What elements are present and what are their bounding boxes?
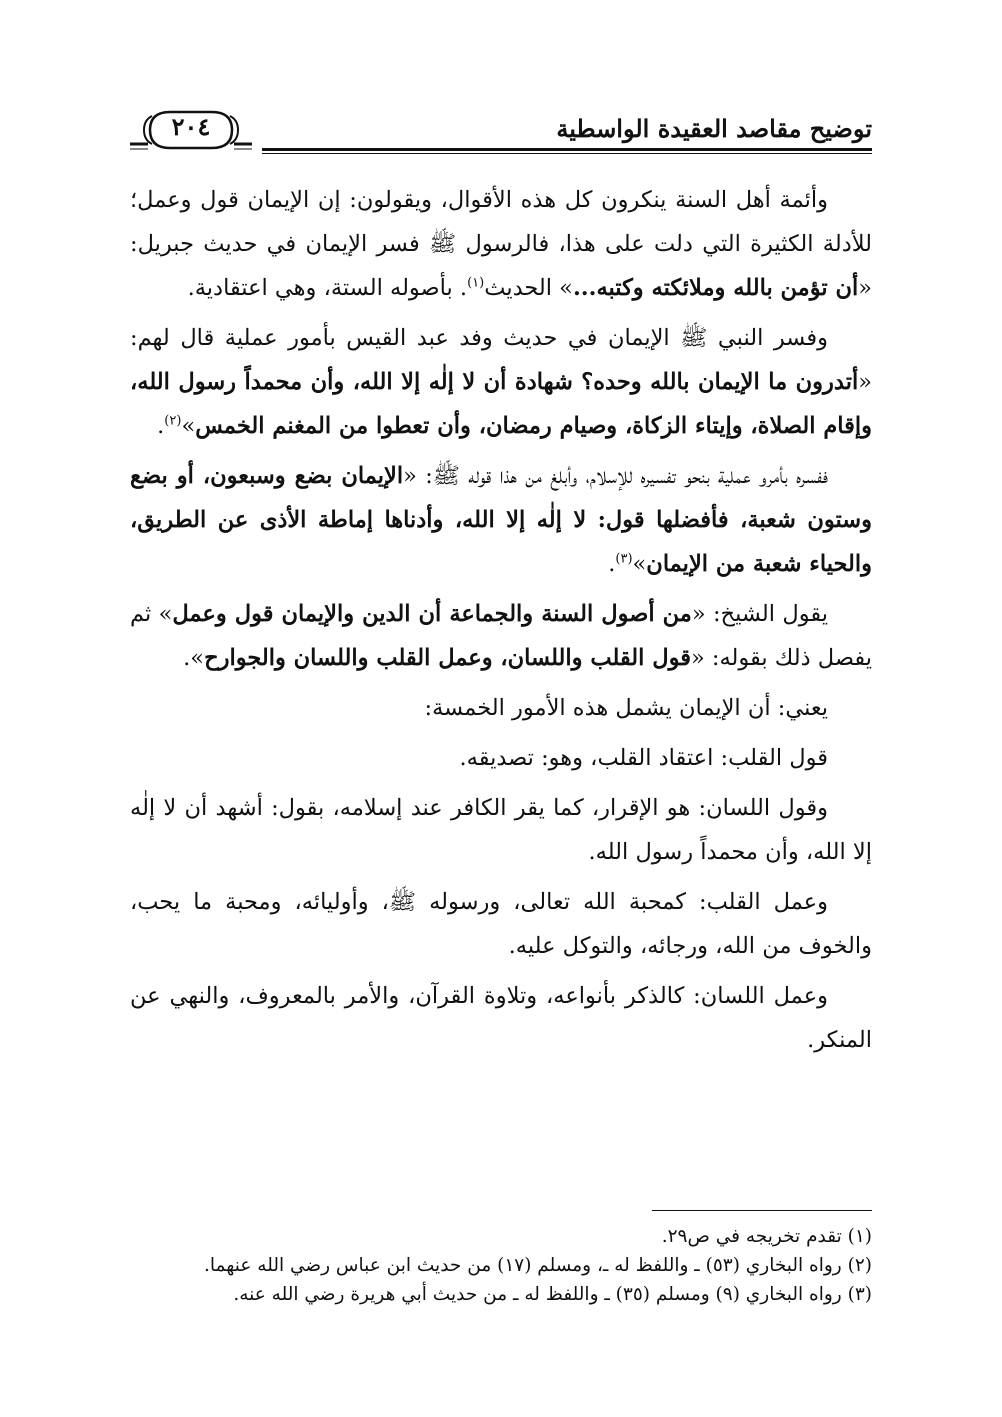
footnote-separator <box>652 1210 872 1211</box>
footnote-2: (٢) رواه البخاري (٥٣) ـ واللفظ له ـ، ومسلم (١٧) من حديث ابن عباس رضي الله عنهما. <box>204 1255 872 1276</box>
paragraph-9: وعمل اللسان: كالذكر بأنواعه، وتلاوة القرآن، والأمر بالمعروف، والنهي عن المنكر. <box>130 983 872 1053</box>
footnotes <box>130 1222 872 1309</box>
paragraph-4: يقول الشيخ: «من أصول السنة والجماعة أن الدين والإيمان قول وعمل» ثم يفصل ذلك بقوله: «قول القلب واللسان، وعمل القلب واللسان والجوارح». <box>130 601 872 671</box>
paragraph-5: يعني: أن الإيمان يشمل هذه الأمور الخمسة: <box>424 695 828 721</box>
footnote-3: (٣) رواه البخاري (٩) ومسلم (٣٥) ـ واللفظ له ـ من حديث أبي هريرة رضي الله عنه. <box>233 1284 872 1305</box>
running-title: توضيح مقاصد العقيدة الواسطية <box>556 114 872 143</box>
page-header <box>130 104 872 164</box>
paragraph-3: ففسره بأمرو عملية بنحو تفسيره للإسلام، وأبلغ من هذا قوله ﷺ: «الإيمان بضع وسبعون، أو بضع وستون شعبة، فأفضلها قول: لا إلٰه إلا الله، وأدناها إماطة الأذى عن الطريق، والحياء شعبة من الإيمان»$^{(٣)}$. <box>130 463 872 577</box>
page-number: ٢٠٤ <box>171 112 211 141</box>
header-rule-thick <box>262 148 872 151</box>
paragraph-8: وعمل القلب: كمحبة الله تعالى، ورسوله ﷺ، وأوليائه، ومحبة ما يحب، والخوف من الله، ورجائه، والتوكل عليه. <box>130 889 872 959</box>
header-rule-thin <box>262 153 872 154</box>
paragraph-1: وأئمة أهل السنة ينكرون كل هذه الأقوال، ويقولون: إن الإيمان قول وعمل؛ للأدلة الكثيرة التي دلت على هذا، فالرسول ﷺ فسر الإيمان في حديث جبريل: «أن تؤمن بالله وملائكته وكتبه...» الحديث$^{(١)}$. بأصوله الستة، وهي اعتقادية. <box>130 187 872 301</box>
paragraph-7: وقول اللسان: هو الإقرار، كما يقر الكافر عند إسلامه، بقول: أشهد أن لا إلٰه إلا الله، وأن محمداً رسول الله. <box>130 795 872 865</box>
footnote-1: (١) تقدم تخريجه في ص٢٩. <box>661 1226 872 1247</box>
page-number-frame <box>130 104 252 156</box>
paragraph-2: وفسر النبي ﷺ الإيمان في حديث وفد عبد القيس بأمور عملية قال لهم: «أتدرون ما الإيمان بالله وحده؟ شهادة أن لا إلٰه إلا الله، وأن محمداً رسول الله، وإقام الصلاة، وإيتاء الزكاة، وصيام رمضان، وأن تعطوا من المغنم الخمس»$^{(٢)}$. <box>130 325 872 439</box>
main-text <box>130 178 872 1068</box>
paragraph-6: قول القلب: اعتقاد القلب، وهو: تصديقه. <box>459 745 828 771</box>
